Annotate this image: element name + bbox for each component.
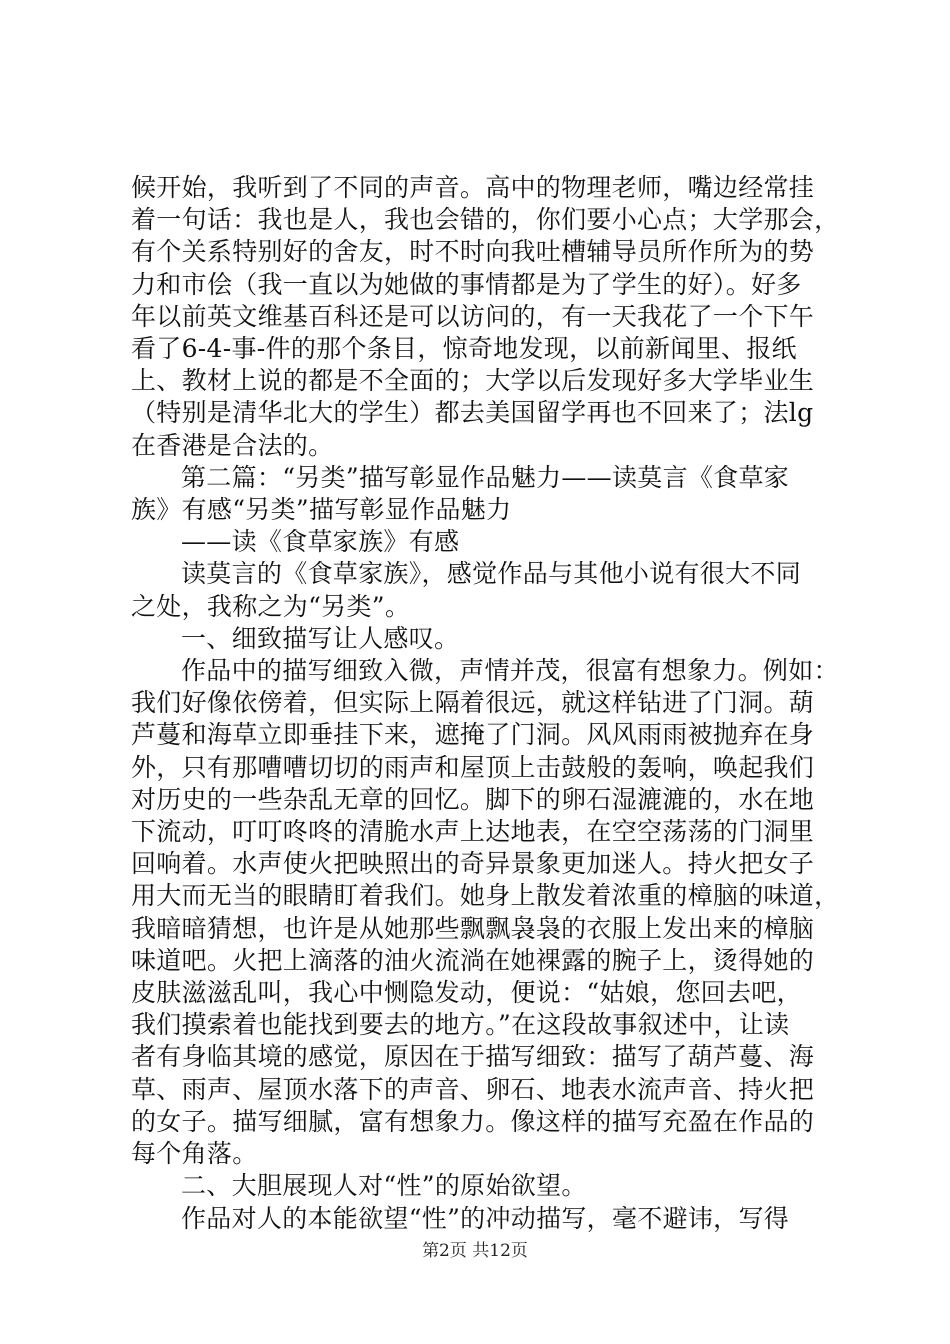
text-line: 候开始，我听到了不同的声音。高中的物理老师，嘴边经常挂 [131, 173, 815, 202]
text-line: 之处，我称之为“另类”。 [131, 591, 411, 621]
text-line: 有个关系特别好的舍友，时不时向我吐槽辅导员所作所为的势 [131, 237, 815, 267]
text-line: 我们好像依傍着，但实际上隔着很远，就这样钻进了门洞。葫 [131, 688, 815, 718]
text-line: 年以前英文维基百科还是可以访问的，有一天我花了一个下午 [131, 301, 815, 331]
text-line: 我暗暗猜想，也许是从她那些飘飘袅袅的衣服上发出来的樟脑 [131, 913, 815, 943]
text-line: 芦蔓和海草立即垂挂下来，遮掩了门洞。风风雨雨被抛弃在身 [131, 720, 815, 750]
text-line: 作品对人的本能欲望“性”的冲动描写，毫不避讳，写得 [181, 1203, 790, 1233]
text-line: 看了6-4-事-件的那个条目，惊奇地发现，以前新闻里、报纸 [131, 334, 797, 364]
text-line: 的女子。描写细腻，富有想象力。像这样的描写充盈在作品的 [131, 1106, 815, 1136]
text-line: 味道吧。火把上滴落的油火流淌在她裸露的腕子上，烫得她的 [131, 945, 815, 975]
text-line: 在香港是合法的。 [131, 430, 334, 460]
text-line: 者有身临其境的感觉，原因在于描写细致：描写了葫芦蔓、海 [131, 1042, 815, 1072]
text-line: 外，只有那嘈嘈切切的雨声和屋顶上击鼓般的轰响，唤起我们 [131, 752, 815, 782]
body-text [131, 172, 840, 1235]
text-line: 皮肤滋滋乱叫，我心中恻隐发动，便说：“姑娘，您回去吧， [131, 978, 802, 1008]
text-line: 族》有感“另类”描写彰显作品魅力 [131, 495, 512, 525]
text-line: 着一句话：我也是人，我也会错的，你们要小心点；大学那会， [131, 205, 840, 235]
text-line: 一、细致描写让人感叹。 [181, 623, 460, 653]
text-line: 二、大胆展现人对“性”的原始欲望。 [181, 1171, 587, 1201]
text-line: 我们摸索着也能找到要去的地方。”在这段故事叙述中，让读 [131, 1010, 790, 1040]
page-footer: 第2页 共12页 [422, 1241, 528, 1261]
text-line: 回响着。水声使火把映照出的奇异景象更加迷人。持火把女子 [131, 849, 815, 879]
text-line: 力和市侩（我一直以为她做的事情都是为了学生的好）。好多 [131, 269, 802, 299]
text-line: 每个角落。 [131, 1139, 258, 1169]
text-line: ——读《食草家族》有感 [181, 527, 460, 557]
text-line: 草、雨声、屋顶水落下的声音、卵石、地表水流声音、持火把 [131, 1074, 815, 1104]
text-line: 上、教材上说的都是不全面的；大学以后发现好多大学毕业生 [131, 366, 815, 396]
text-line: 读莫言的《食草家族》，感觉作品与其他小说有很大不同 [181, 559, 802, 589]
text-line: 第二篇：“另类”描写彰显作品魅力——读莫言《食草家 [181, 462, 790, 492]
text-line: （特别是清华北大的学生）都去美国留学再也不回来了；法lg [131, 398, 814, 428]
text-line: 作品中的描写细致入微，声情并茂，很富有想象力。例如： [181, 656, 839, 686]
text-line: 用大而无当的眼睛盯着我们。她身上散发着浓重的樟脑的味道， [131, 881, 840, 911]
text-line: 下流动，叮叮咚咚的清脆水声上达地表，在空空荡荡的门洞里 [131, 817, 815, 847]
text-line: 对历史的一些杂乱无章的回忆。脚下的卵石湿漉漉的，水在地 [131, 784, 815, 814]
